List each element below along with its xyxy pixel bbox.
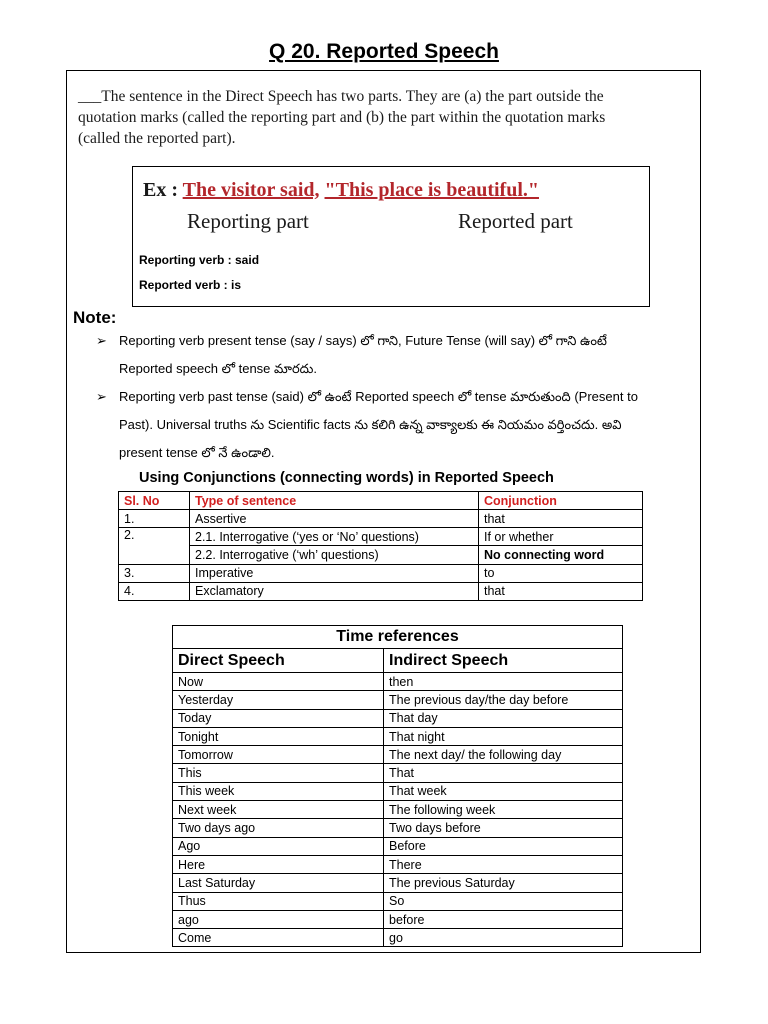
table-row bbox=[119, 564, 643, 582]
table-row bbox=[173, 801, 623, 819]
table-cell: Ago bbox=[173, 837, 384, 855]
table-cell: Tomorrow bbox=[173, 746, 384, 764]
conjunctions-title: Using Conjunctions (connecting words) in Reported Speech bbox=[139, 470, 554, 486]
table-cell: The previous day/the day before bbox=[384, 691, 623, 709]
example-quote-part: "This place is beautiful." bbox=[324, 179, 539, 201]
intro-line: quotation marks (called the reporting part and (b) the part within the quotation marks bbox=[78, 109, 606, 126]
note-line: Past). Universal truths ను Scientific facts ను కలిగి ఉన్న వాక్యాలకు ఈ నియమం వర్తించదు. అవి bbox=[119, 417, 622, 432]
table-row bbox=[173, 892, 623, 910]
table-cell: to bbox=[479, 564, 643, 582]
table-cell: 1. bbox=[119, 510, 190, 528]
example-box bbox=[132, 166, 650, 307]
table-cell: Today bbox=[173, 709, 384, 727]
table-cell: Yesterday bbox=[173, 691, 384, 709]
table-cell: This bbox=[173, 764, 384, 782]
table-cell: Come bbox=[173, 929, 384, 947]
example-prefix: Ex : bbox=[143, 179, 183, 201]
table-cell: So bbox=[384, 892, 623, 910]
table-row bbox=[173, 837, 623, 855]
table-row bbox=[173, 746, 623, 764]
table-cell: ago bbox=[173, 910, 384, 928]
table-cell: 2. bbox=[119, 528, 190, 564]
table-cell: Thus bbox=[173, 892, 384, 910]
table-cell: that bbox=[479, 582, 643, 600]
reported-part-label: Reported part bbox=[458, 209, 573, 233]
table-cell: The previous Saturday bbox=[384, 874, 623, 892]
table-cell: Tonight bbox=[173, 727, 384, 745]
table-row bbox=[119, 582, 643, 600]
intro-line: ___The sentence in the Direct Speech has two parts. They are (a) the part outside the bbox=[78, 88, 604, 105]
table-cell: 3. bbox=[119, 564, 190, 582]
table-title-row bbox=[173, 626, 623, 649]
table-row bbox=[173, 727, 623, 745]
table-cell: Before bbox=[384, 837, 623, 855]
table-header-row bbox=[119, 492, 643, 510]
table-row bbox=[173, 709, 623, 727]
note-line: Reported speech లో tense మారదు. bbox=[119, 361, 317, 376]
table-cell: then bbox=[384, 673, 623, 691]
note-item bbox=[96, 383, 681, 467]
table-row bbox=[173, 874, 623, 892]
table-row bbox=[173, 673, 623, 691]
note-item bbox=[96, 327, 681, 383]
table-cell: This week bbox=[173, 782, 384, 800]
reported-verb-text: Reported verb : is bbox=[139, 278, 242, 292]
table-cell: That night bbox=[384, 727, 623, 745]
table-cell: No connecting word bbox=[479, 546, 643, 564]
column-header: Direct Speech bbox=[173, 649, 384, 673]
table-cell: That day bbox=[384, 709, 623, 727]
column-header: Indirect Speech bbox=[384, 649, 623, 673]
table-cell: There bbox=[384, 855, 623, 873]
column-header: Sl. No bbox=[119, 492, 190, 510]
note-line: present tense లో నే ఉండాలి. bbox=[119, 445, 275, 460]
example-said-part: The visitor said, bbox=[182, 179, 320, 201]
table-cell: That week bbox=[384, 782, 623, 800]
page-title: Q 20. Reported Speech bbox=[269, 40, 499, 63]
example-sentence bbox=[143, 179, 539, 202]
table-cell: Next week bbox=[173, 801, 384, 819]
table-cell: Now bbox=[173, 673, 384, 691]
table-header-row bbox=[173, 649, 623, 673]
table-row bbox=[173, 855, 623, 873]
note-heading: Note: bbox=[73, 308, 117, 327]
table-row bbox=[119, 546, 643, 564]
table-row bbox=[173, 782, 623, 800]
column-header: Type of sentence bbox=[190, 492, 479, 510]
time-references-title: Time references bbox=[173, 626, 623, 649]
table-cell: If or whether bbox=[479, 528, 643, 546]
table-row bbox=[173, 910, 623, 928]
table-row bbox=[173, 929, 623, 947]
table-row bbox=[119, 528, 643, 546]
column-header: Conjunction bbox=[479, 492, 643, 510]
table-cell: 2.1. Interrogative (‘yes or ‘No’ questions) bbox=[190, 528, 479, 546]
arrow-bullet-icon: ➢ bbox=[96, 333, 107, 348]
table-cell: 4. bbox=[119, 582, 190, 600]
table-cell: Last Saturday bbox=[173, 874, 384, 892]
table-row bbox=[119, 510, 643, 528]
table-cell: Assertive bbox=[190, 510, 479, 528]
note-line: Reporting verb present tense (say / says) లో గాని, Future Tense (will say) లో గాని ఉంటే bbox=[119, 333, 607, 348]
table-cell: before bbox=[384, 910, 623, 928]
table-cell: that bbox=[479, 510, 643, 528]
table-cell: That bbox=[384, 764, 623, 782]
reporting-part-label: Reporting part bbox=[187, 209, 309, 233]
table-row bbox=[173, 819, 623, 837]
table-cell: Exclamatory bbox=[190, 582, 479, 600]
table-row bbox=[173, 691, 623, 709]
time-references-table bbox=[172, 625, 623, 947]
table-cell: Here bbox=[173, 855, 384, 873]
table-cell: go bbox=[384, 929, 623, 947]
table-row bbox=[173, 764, 623, 782]
note-line: Reporting verb past tense (said) లో ఉంటే Reported speech లో tense మారుతుంది (Present to bbox=[119, 389, 638, 404]
table-cell: The next day/ the following day bbox=[384, 746, 623, 764]
table-cell: Two days ago bbox=[173, 819, 384, 837]
intro-paragraph bbox=[78, 86, 698, 149]
table-cell: Two days before bbox=[384, 819, 623, 837]
intro-line: (called the reported part). bbox=[78, 130, 236, 147]
arrow-bullet-icon: ➢ bbox=[96, 389, 107, 404]
table-cell: Imperative bbox=[190, 564, 479, 582]
table-cell: 2.2. Interrogative (‘wh’ questions) bbox=[190, 546, 479, 564]
reporting-verb-text: Reporting verb : said bbox=[139, 253, 260, 267]
table-cell: The following week bbox=[384, 801, 623, 819]
conjunctions-table bbox=[118, 491, 643, 601]
